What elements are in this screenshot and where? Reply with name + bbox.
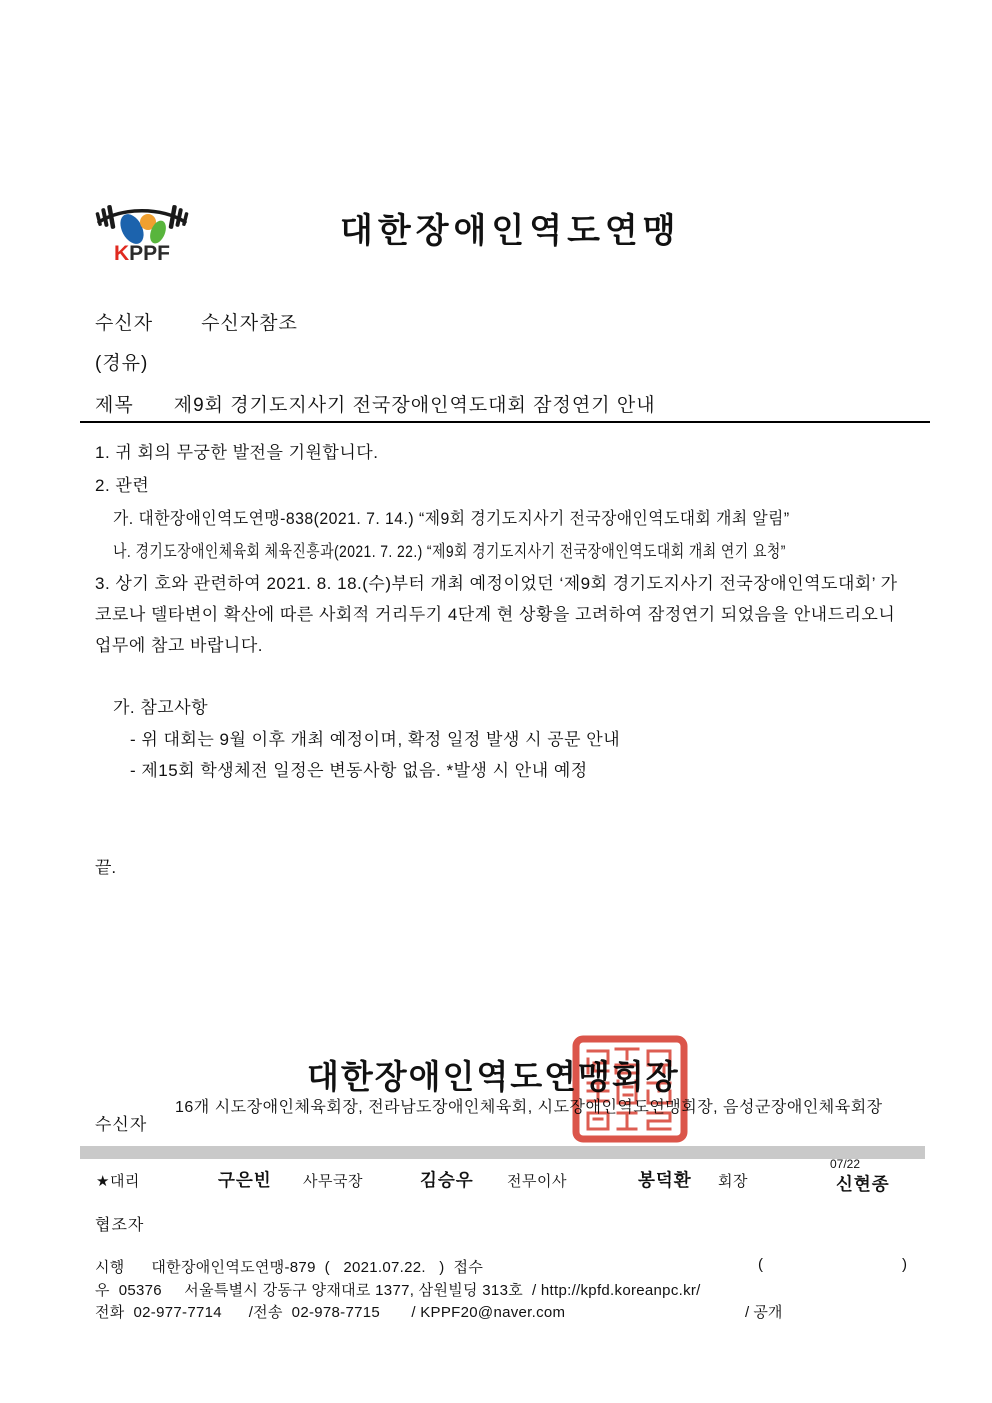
footer-contact-line: 전화 02-977-7714 /전송 02-978-7715 / KPPF20@naver.com [95, 1304, 566, 1321]
recipient-label: 수신자 [95, 313, 154, 334]
footer-disclosure: / 공개 [745, 1304, 783, 1321]
approver-name: 봉덕환 [638, 1170, 692, 1190]
approver-name: 구은빈 [218, 1170, 272, 1190]
body-paragraph: 1. 귀 회의 무궁한 발전을 기원합니다. [95, 443, 379, 462]
body-paragraph: - 위 대회는 9월 이후 개최 예정이며, 확정 일정 발생 시 공문 안내 [130, 730, 621, 749]
body-paragraph: 3. 상기 호와 관련하여 2021. 8. 18.(수)부터 개최 예정이었던 ‘제9회 경기도지사기 전국장애인역도대회’ 가 코로나 델타변이 확산에 따른 사회적 거리두기 4단계 현 상황을 고려하여 잠정연기 되었음을 안내드리오니 업무에 참고 바랍니다. [95, 574, 898, 655]
subject-label: 제목 [95, 395, 134, 416]
approval-line [0, 1157, 992, 1202]
via-row: (경유) [95, 353, 149, 374]
sign-date: 07/22 [830, 1157, 861, 1171]
recipient-row [95, 308, 298, 335]
recipient-value: 수신자참조 [201, 313, 298, 334]
body-paragraph: 가. 참고사항 [113, 698, 209, 717]
subject-divider [80, 421, 930, 423]
approver-role: 회장 [718, 1173, 748, 1190]
body-paragraph: 가. 대한장애인역도연맹-838(2021. 7. 14.) “제9회 경기도지사기 전국장애인역도대회 개최 알림” [113, 509, 790, 528]
approver-name: 김승우 [420, 1170, 474, 1190]
approver-role: 사무국장 [303, 1173, 363, 1190]
section-divider-bar [80, 1146, 925, 1159]
kppf-logo-icon [92, 192, 192, 266]
subject-value: 제9회 경기도지사기 전국장애인역도대회 잠정연기 안내 [173, 395, 656, 416]
footer-address-line: 우 05376 서울특별시 강동구 양재대로 1377, 삼원빌딩 313호 / http://kpfd.koreanpc.kr/ [95, 1282, 701, 1299]
receipt-paren-open: ( [758, 1256, 763, 1273]
approver-name: 신현종 [836, 1174, 890, 1194]
body-paragraph: 2. 관련 [95, 476, 150, 495]
svg-text:KPPF: KPPF [114, 242, 171, 265]
footer-issuance-line: 시행 대한장애인역도연맹-879 ( 2021.07.22. ) 접수 [95, 1259, 484, 1276]
org-title: 대한장애인역도연맹 [340, 212, 681, 250]
official-seal-stamp-icon [572, 1035, 688, 1143]
body-paragraph: - 제15회 학생체전 일정은 변동사항 없음. *발생 시 안내 예정 [130, 761, 588, 780]
approver-role: 전무이사 [507, 1173, 567, 1190]
signature-title: 대한장애인역도연맹회장 [307, 1058, 680, 1095]
body-paragraph: 나. 경기도장애인체육회 체육진흥과(2021. 7. 22.) “제9회 경기도지사기 전국장애인역도대회 개최 연기 요청” [113, 542, 786, 561]
receipt-paren-close: ) [902, 1256, 907, 1273]
distribution-value: 16개 시도장애인체육회장, 전라남도장애인체육회, 시도장애인역도연맹회장, 음성군장애인체육회장 [175, 1099, 883, 1116]
cooperator-label: 협조자 [95, 1217, 145, 1234]
distribution-label: 수신자 [95, 1115, 148, 1134]
approver-role: ★대리 [96, 1173, 140, 1190]
closing-mark: 끝. [95, 858, 117, 877]
subject-row [95, 390, 656, 417]
